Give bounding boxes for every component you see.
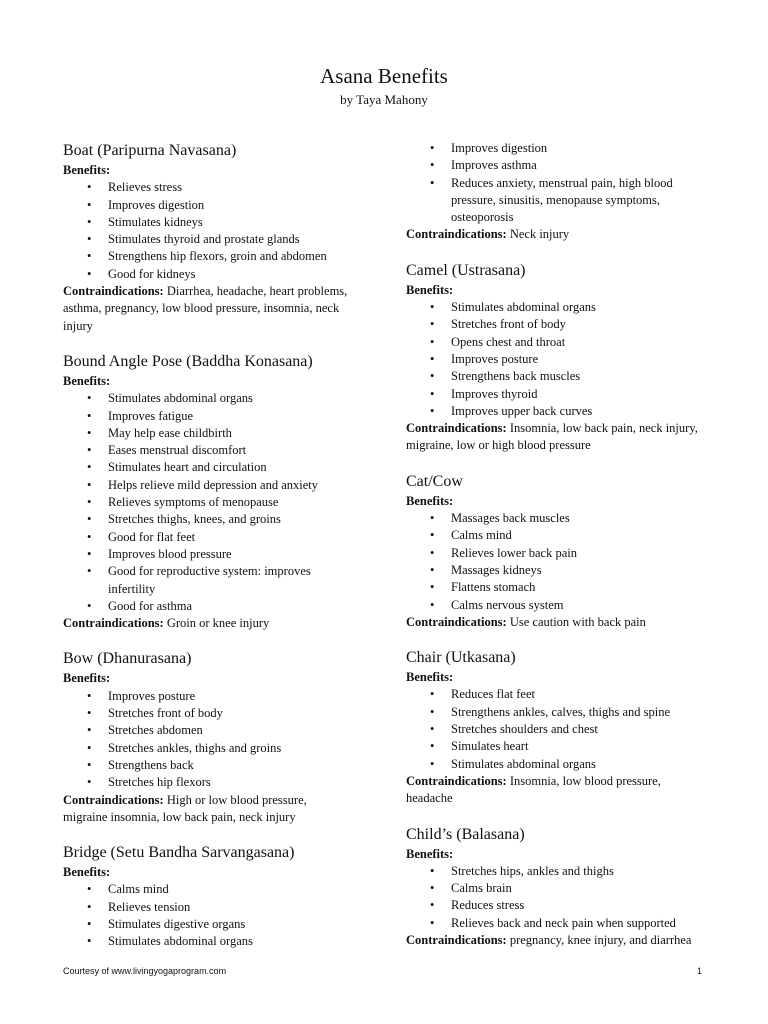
bullet-icon: • bbox=[87, 546, 92, 561]
contraindications: Contraindications: Groin or knee injury bbox=[63, 616, 270, 631]
list-item: • Improves fatigue bbox=[63, 408, 353, 425]
list-item: • Simulates heart bbox=[406, 738, 706, 755]
bullet-icon: • bbox=[87, 408, 92, 423]
list-item: • Stimulates kidneys bbox=[63, 214, 353, 231]
list-item: • Relieves tension bbox=[63, 899, 353, 916]
bullet-icon: • bbox=[87, 899, 92, 914]
list-item: • May help ease childbirth bbox=[63, 425, 353, 442]
bullet-icon: • bbox=[430, 141, 435, 155]
section-bound-angle bbox=[63, 351, 353, 632]
bullet-icon: • bbox=[430, 898, 435, 913]
benefits-list bbox=[63, 688, 353, 792]
bullet-icon: • bbox=[87, 391, 92, 406]
list-item: • Stretches shoulders and chest bbox=[406, 721, 706, 738]
list-item: • Massages kidneys bbox=[406, 562, 706, 579]
benefits-list bbox=[63, 390, 353, 615]
contraindications: Contraindications: Insomnia, low blood pressure, headache bbox=[406, 773, 661, 806]
list-item: • Stimulates abdominal organs bbox=[406, 756, 706, 773]
contra-label: Contraindications: bbox=[63, 284, 164, 299]
bullet-icon: • bbox=[87, 723, 92, 738]
bullet-icon: • bbox=[87, 529, 92, 544]
list-item: • Stimulates abdominal organs bbox=[63, 933, 353, 950]
bullet-icon: • bbox=[87, 688, 92, 703]
benefits-label: Benefits: bbox=[63, 671, 111, 686]
section-bridge-continued bbox=[406, 140, 706, 244]
bullet-icon: • bbox=[430, 511, 435, 526]
list-item: • Relieves symptoms of menopause bbox=[63, 494, 353, 511]
bullet-icon: • bbox=[430, 545, 435, 560]
list-item: • Stimulates abdominal organs bbox=[406, 299, 706, 316]
section-title: Chair (Utkasana) bbox=[406, 649, 516, 667]
contra-label: Contraindications: bbox=[406, 227, 507, 242]
bullet-icon: • bbox=[430, 756, 435, 771]
section-camel bbox=[406, 260, 706, 455]
list-item: • Relieves back and neck pain when supported bbox=[406, 915, 706, 932]
list-item: • Good for reproductive system: improves infertility bbox=[87, 564, 311, 596]
bullet-icon: • bbox=[430, 881, 435, 896]
benefits-list bbox=[63, 179, 353, 283]
benefits-label: Benefits: bbox=[406, 846, 454, 861]
list-item: • Improves digestion bbox=[63, 197, 353, 214]
list-item: • Calms mind bbox=[63, 881, 353, 898]
bullet-icon: • bbox=[87, 775, 92, 790]
bullet-icon: • bbox=[87, 477, 92, 492]
benefits-label: Benefits: bbox=[63, 373, 111, 388]
section-title: Bound Angle Pose (Baddha Konasana) bbox=[63, 352, 313, 370]
bullet-icon: • bbox=[87, 443, 92, 458]
list-item: • Reduces stress bbox=[406, 897, 706, 914]
list-item: • Stretches front of body bbox=[406, 316, 706, 333]
page-title: Asana Benefits bbox=[320, 64, 448, 88]
right-column bbox=[406, 140, 706, 949]
list-item: • Eases menstrual discomfort bbox=[63, 442, 353, 459]
bullet-icon: • bbox=[430, 300, 435, 315]
list-item: • Stretches front of body bbox=[63, 705, 353, 722]
list-item: • Stimulates heart and circulation bbox=[63, 459, 353, 476]
bullet-icon: • bbox=[430, 317, 435, 332]
bullet-icon: • bbox=[87, 214, 92, 229]
list-item: • Improves blood pressure bbox=[63, 546, 353, 563]
list-item: • Strengthens hip flexors, groin and abdomen bbox=[63, 248, 353, 265]
list-item: • Stretches thighs, knees, and groins bbox=[63, 511, 353, 528]
bullet-icon: • bbox=[430, 597, 435, 612]
list-item: • Calms mind bbox=[406, 527, 706, 544]
contra-label: Contraindications: bbox=[406, 421, 507, 436]
bullet-icon: • bbox=[87, 460, 92, 475]
bullet-icon: • bbox=[87, 598, 92, 613]
bullet-icon: • bbox=[430, 739, 435, 754]
list-item: • Improves asthma bbox=[406, 157, 706, 174]
benefits-list bbox=[406, 140, 706, 226]
bullet-icon: • bbox=[430, 158, 435, 173]
bullet-icon: • bbox=[430, 580, 435, 595]
benefits-list bbox=[63, 881, 353, 950]
bullet-icon: • bbox=[430, 704, 435, 719]
bullet-icon: • bbox=[430, 175, 435, 190]
page-subtitle: by Taya Mahony bbox=[340, 92, 428, 107]
bullet-icon: • bbox=[87, 740, 92, 755]
list-item: • Good for flat feet bbox=[63, 529, 353, 546]
section-bow bbox=[63, 648, 353, 826]
bullet-icon: • bbox=[430, 403, 435, 418]
bullet-icon: • bbox=[430, 334, 435, 349]
bullet-icon: • bbox=[430, 687, 435, 702]
list-item: • Calms brain bbox=[406, 880, 706, 897]
footer-courtesy: Courtesy of www.livingyogaprogram.com bbox=[63, 966, 227, 976]
section-cat-cow bbox=[406, 471, 706, 631]
bullet-icon: • bbox=[430, 863, 435, 878]
list-item: • Massages back muscles bbox=[406, 510, 706, 527]
list-item: • Reduces flat feet bbox=[406, 686, 706, 703]
bullet-icon: • bbox=[87, 757, 92, 772]
list-item: • Stimulates digestive organs bbox=[63, 916, 353, 933]
contra-label: Contraindications: bbox=[406, 773, 507, 788]
bullet-icon: • bbox=[87, 266, 92, 281]
bullet-icon: • bbox=[87, 197, 92, 212]
list-item: • Improves posture bbox=[63, 688, 353, 705]
bullet-icon: • bbox=[430, 562, 435, 577]
bullet-icon: • bbox=[87, 564, 92, 579]
contraindications: Contraindications: pregnancy, knee injury, and diarrhea bbox=[406, 932, 692, 947]
list-item: • Improves posture bbox=[406, 351, 706, 368]
contra-label: Contraindications: bbox=[63, 792, 164, 807]
benefits-label: Benefits: bbox=[406, 670, 454, 685]
contraindications: Contraindications: Insomnia, low back pain, neck injury, migraine, low or high blood pressure bbox=[406, 421, 698, 453]
benefits-list bbox=[406, 510, 706, 614]
contraindications: Contraindications: Use caution with back pain bbox=[406, 614, 646, 629]
list-item: • Opens chest and throat bbox=[406, 334, 706, 351]
section-title: Bridge (Setu Bandha Sarvangasana) bbox=[63, 844, 295, 862]
list-item: • Strengthens back bbox=[63, 757, 353, 774]
bullet-icon: • bbox=[87, 249, 92, 264]
benefits-label: Benefits: bbox=[406, 493, 454, 508]
list-item: • Reduces anxiety, menstrual pain, high blood pressure, sinusitis, menopause symptoms, osteoporosis bbox=[430, 175, 673, 225]
list-item: • Improves digestion bbox=[406, 140, 706, 157]
benefits-label: Benefits: bbox=[406, 282, 454, 297]
bullet-icon: • bbox=[87, 706, 92, 721]
list-item: • Stretches hip flexors bbox=[63, 774, 353, 791]
contra-label: Contraindications: bbox=[406, 932, 507, 947]
list-item: • Strengthens ankles, calves, thighs and spine bbox=[406, 704, 706, 721]
bullet-icon: • bbox=[87, 512, 92, 527]
benefits-list bbox=[406, 686, 706, 772]
bullet-icon: • bbox=[87, 232, 92, 247]
list-item: • Flattens stomach bbox=[406, 579, 706, 596]
benefits-label: Benefits: bbox=[63, 163, 111, 177]
list-item: • Improves upper back curves bbox=[406, 403, 706, 420]
contraindications: Contraindications: Neck injury bbox=[406, 227, 570, 242]
list-item: • Helps relieve mild depression and anxiety bbox=[63, 477, 353, 494]
contra-label: Contraindications: bbox=[63, 616, 164, 631]
list-item: • Improves thyroid bbox=[406, 386, 706, 403]
bullet-icon: • bbox=[87, 916, 92, 931]
list-item: • Relieves stress bbox=[63, 179, 353, 196]
bullet-icon: • bbox=[87, 495, 92, 510]
list-item: • Strengthens back muscles bbox=[406, 368, 706, 385]
section-title: Cat/Cow bbox=[406, 472, 463, 490]
list-item: • Stimulates abdominal organs bbox=[63, 390, 353, 407]
list-item: • Good for asthma bbox=[63, 598, 353, 615]
bullet-icon: • bbox=[430, 386, 435, 401]
list-item: • Stretches hips, ankles and thighs bbox=[406, 863, 706, 880]
benefits-list bbox=[406, 299, 706, 420]
section-boat bbox=[63, 140, 353, 335]
contra-label: Contraindications: bbox=[406, 614, 507, 629]
section-title: Camel (Ustrasana) bbox=[406, 261, 526, 279]
list-item: • Good for kidneys bbox=[63, 266, 353, 283]
bullet-icon: • bbox=[87, 934, 92, 949]
bullet-icon: • bbox=[430, 915, 435, 930]
page-number: 1 bbox=[696, 966, 702, 976]
section-chair bbox=[406, 647, 706, 807]
bullet-icon: • bbox=[430, 351, 435, 366]
benefits-list bbox=[406, 863, 706, 932]
bullet-icon: • bbox=[430, 528, 435, 543]
section-title: Boat (Paripurna Navasana) bbox=[63, 142, 237, 159]
contraindications: Contraindications: Diarrhea, headache, heart problems, asthma, pregnancy, low blood pressure, insomnia, neck injury bbox=[63, 284, 348, 333]
list-item: • Stretches abdomen bbox=[63, 722, 353, 739]
section-child bbox=[406, 824, 706, 950]
section-title: Child’s (Balasana) bbox=[406, 825, 525, 843]
bullet-icon: • bbox=[87, 180, 92, 195]
list-item: • Calms nervous system bbox=[406, 597, 706, 614]
list-item: • Relieves lower back pain bbox=[406, 545, 706, 562]
list-item: • Stimulates thyroid and prostate glands bbox=[63, 231, 353, 248]
section-bridge bbox=[63, 842, 353, 950]
bullet-icon: • bbox=[430, 369, 435, 384]
left-column bbox=[63, 140, 353, 951]
bullet-icon: • bbox=[87, 882, 92, 897]
list-item: • Stretches ankles, thighs and groins bbox=[63, 740, 353, 757]
bullet-icon: • bbox=[430, 722, 435, 737]
section-title: Bow (Dhanurasana) bbox=[63, 650, 192, 668]
contraindications: Contraindications: High or low blood pressure, migraine insomnia, low back pain, neck injury bbox=[63, 792, 307, 824]
bullet-icon: • bbox=[87, 425, 92, 440]
benefits-label: Benefits: bbox=[63, 865, 111, 880]
